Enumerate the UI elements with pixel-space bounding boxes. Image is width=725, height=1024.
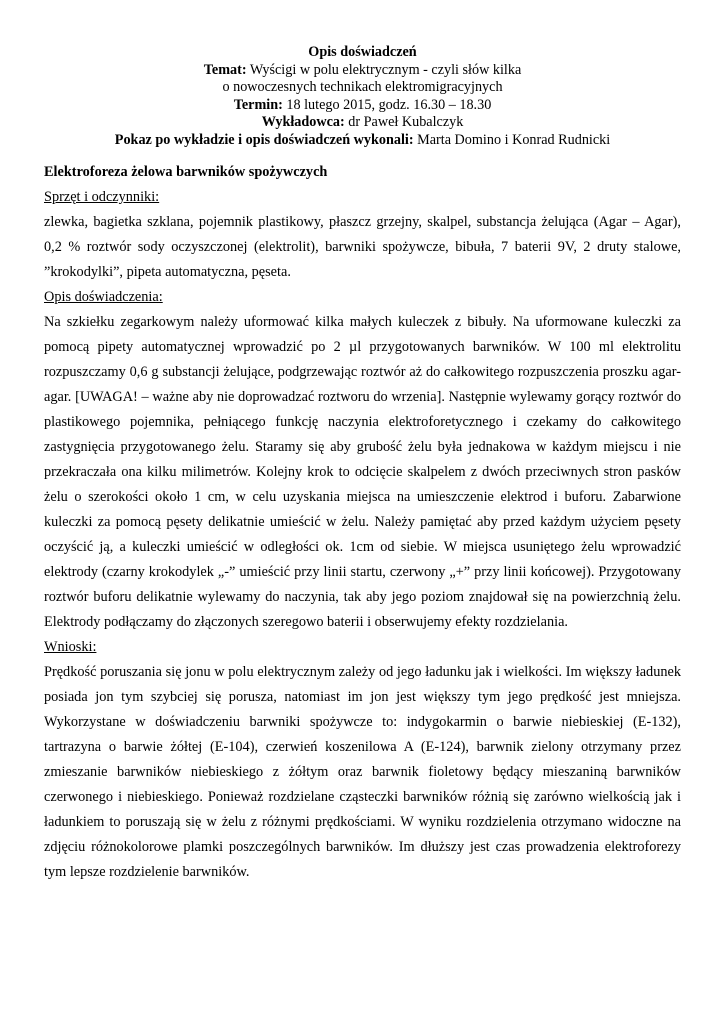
- equipment-heading: Sprzęt i odczynniki:: [44, 189, 160, 205]
- equipment-paragraph: zlewka, bagietka szklana, pojemnik plastikowy, płaszcz grzejny, skalpel, substancja żelująca (Agar – Agar), 0,2 % roztwór sody oczyszczonej (elektrolit), barwniki spożywcze, bibuła, 7 baterii 9V, 2 druty stalowe, ”krokodylki”, pipeta automatyczna, pęseta.: [44, 214, 681, 280]
- date-label: Termin:: [233, 96, 283, 113]
- authors-value: Marta Domino i Konrad Rudnicki: [417, 131, 611, 148]
- document-title: Opis doświadczeń: [308, 44, 417, 60]
- lecturer-line: [0, 114, 725, 132]
- document-header: [0, 44, 725, 150]
- topic-line-1: [0, 62, 725, 80]
- document-body: [44, 160, 681, 885]
- section-title: Elektroforeza żelowa barwników spożywczych: [44, 164, 328, 180]
- description-paragraph: Na szkiełku zegarkowym należy uformować kilka małych kuleczek z bibuły. Na uformowane kuleczki za pomocą pipety automatycznej wprowadzić po 2 µl przygotowanych barwników. W 100 ml elektrolitu rozpuszczamy 0,6 g substancji żelujące, podgrzewając roztwór aż do całkowitego rozpuszczenia proszku agar-agar. [UWAGA! – ważne aby nie doprowadzać roztworu do wrzenia]. Następnie wylewamy gorący roztwór do plastikowego pojemnika, pełniącego funkcję naczynia elektroforetycznego i czekamy do całkowitego zastygnięcia przygotowanego żelu. Staramy się aby grubość żelu była jednakowa w każdym miejscu i nie przekraczała ona kilku milimetrów. Kolejny krok to odcięcie skalpelem z dwóch przeciwnych stron pasków żelu o szerokości około 1 cm, w celu uzyskania miejsca na umieszczenie elektrod i buforu. Zabarwione kuleczki za pomocą pęsety delikatnie umieścić w żelu. Należy pamiętać aby przed każdym użyciem pęsety oczyścić ją, a kuleczki umieścić w odległości ok. 1cm od siebie. W miejsca usuniętego żelu wprowadzić elektrody (czarny krokodylek „-” umieścić przy linii startu, czerwony „+” przy linii końcowej). Przygotowany roztwór buforu delikatnie wylewamy do naczynia, tak aby jego poziom znajdował się na powierzchnią żelu. Elektrody podłączamy do złączonych szeregowo baterii i obserwujemy efekty rozdzielania.: [44, 314, 681, 630]
- topic-line-2: o nowoczesnych technikach elektromigracyjnych: [222, 79, 503, 96]
- authors-label: Pokaz po wykładzie i opis doświadczeń wykonali:: [114, 131, 414, 148]
- lecturer-label: Wykładowca:: [261, 114, 345, 131]
- conclusions-paragraph: Prędkość poruszania się jonu w polu elektrycznym zależy od jego ładunku jak i wielkości. Im większy ładunek posiada jon tym szybciej się porusza, natomiast im jon jest większy tym jego prędkość jest mniejsza. Wykorzystane w doświadczeniu barwniki spożywcze to: indygokarmin o barwie niebieskiej (E-132), tartrazyna o barwie żółtej (E-104), czerwień koszenilowa A (E-124), barwnik zielony otrzymany przez zmieszanie barwników niebieskiego z żółtym oraz barwnik fioletowy będący mieszaniną barwników czerwonego i niebieskiego. Ponieważ rozdzielane cząsteczki barwników różnią się zarówno wielkością jak i ładunkiem to poruszają się w żelu z różnymi prędkościami. W wyniku rozdzielenia otrzymano widoczne na zdjęciu różnokolorowe plamki poszczególnych barwników. Im dłuższy jest czas prowadzenia elektroforezy tym lepsze rozdzielenie barwników.: [44, 664, 681, 880]
- description-heading: Opis doświadczenia:: [44, 289, 163, 305]
- lecturer-value: dr Paweł Kubalczyk: [348, 114, 464, 131]
- conclusions-heading: Wnioski:: [44, 639, 97, 655]
- date-line: [0, 97, 725, 115]
- topic-label: Temat:: [203, 61, 247, 78]
- authors-line: [0, 132, 725, 150]
- date-value: 18 lutego 2015, godz. 16.30 – 18.30: [286, 96, 492, 113]
- topic-value-1: Wyścigi w polu elektrycznym - czyli słów kilka: [249, 61, 522, 78]
